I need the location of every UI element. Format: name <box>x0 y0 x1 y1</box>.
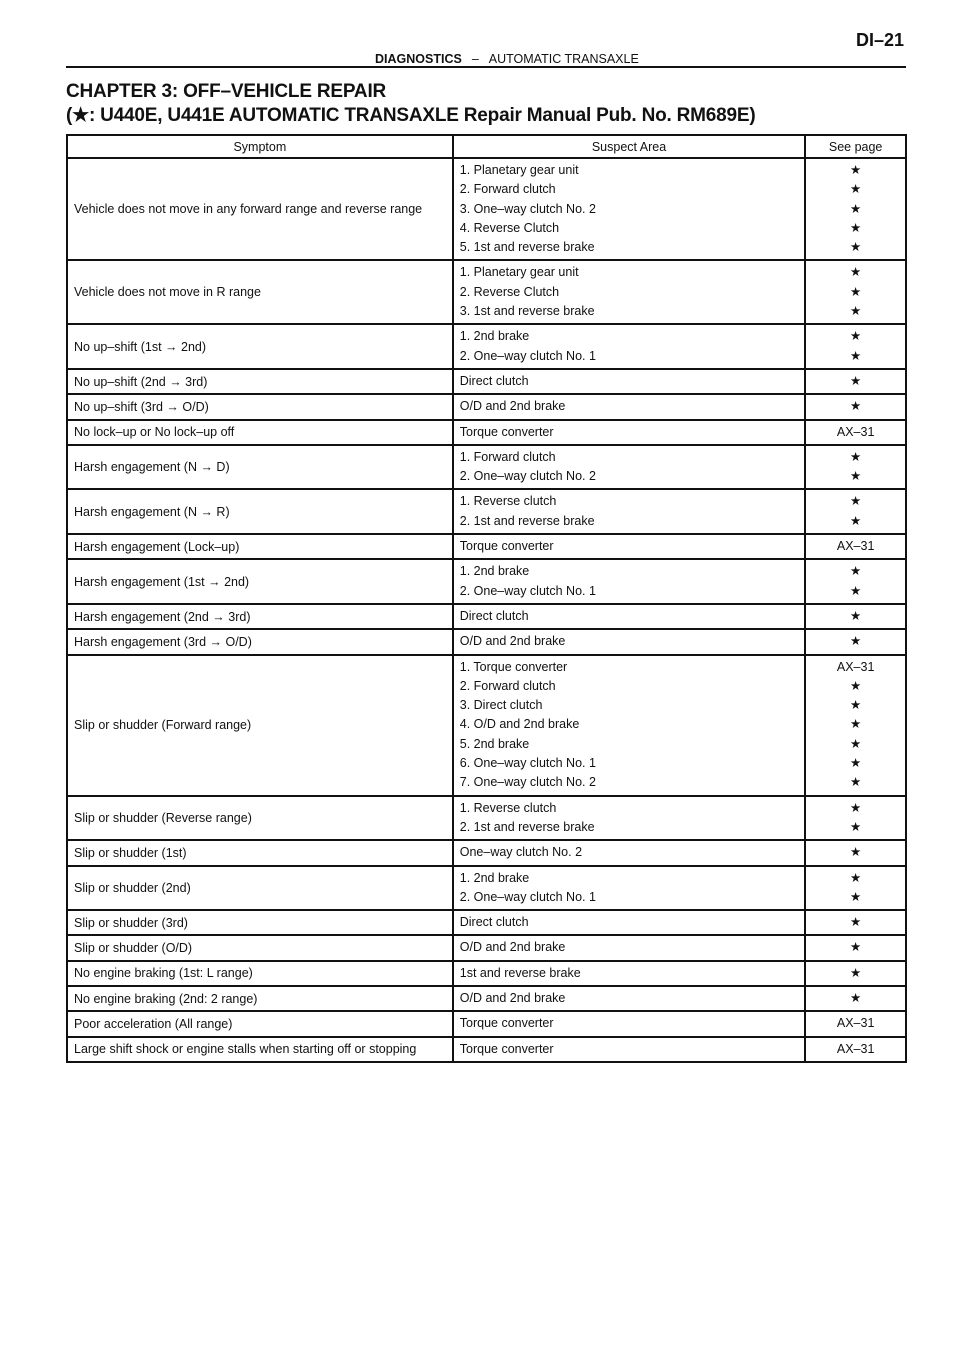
suspect-area-item: 2. Forward clutch <box>459 182 556 197</box>
symptom-cell: Vehicle does not move in any forward range and reverse range <box>67 158 453 260</box>
table-row <box>67 796 906 841</box>
suspect-area-item: 1. Planetary gear unit <box>459 265 579 280</box>
suspect-area-item: Torque converter <box>459 1041 554 1056</box>
suspect-area-item: 1. 2nd brake <box>459 329 530 344</box>
suspect-area-item: 6. One–way clutch No. 1 <box>459 756 596 771</box>
see-page-cell <box>805 866 906 911</box>
see-page-reference: ★ <box>850 990 862 1005</box>
suspect-area-cell <box>453 158 806 260</box>
see-page-reference: ★ <box>850 469 862 484</box>
see-page-reference: ★ <box>850 182 862 197</box>
section-title: DIAGNOSTICS <box>375 52 462 66</box>
see-page-reference: ★ <box>850 399 862 414</box>
suspect-area-item: Direct clutch <box>459 608 529 623</box>
see-page-reference: ★ <box>850 220 862 235</box>
see-page-reference: ★ <box>850 265 862 280</box>
suspect-area-item: 2. One–way clutch No. 1 <box>459 583 596 598</box>
table-row <box>67 559 906 604</box>
see-page-reference: ★ <box>850 870 862 885</box>
table-row <box>67 534 906 559</box>
table-row <box>67 910 906 935</box>
see-page-reference: ★ <box>850 915 862 930</box>
see-page-cell <box>805 796 906 841</box>
see-page-cell <box>805 961 906 986</box>
table-row <box>67 420 906 445</box>
table-row <box>67 935 906 960</box>
suspect-area-item: One–way clutch No. 2 <box>459 845 583 860</box>
table-row <box>67 260 906 324</box>
suspect-area-cell <box>453 534 806 559</box>
suspect-area-item: 2. 1st and reverse brake <box>459 819 595 834</box>
suspect-area-item: 7. One–way clutch No. 2 <box>459 775 596 790</box>
table-body <box>67 158 906 1062</box>
subsection-title: AUTOMATIC TRANSAXLE <box>488 52 639 66</box>
see-page-reference: ★ <box>850 583 862 598</box>
suspect-area-cell <box>453 655 806 796</box>
suspect-area-cell <box>453 986 806 1011</box>
suspect-area-item: 2. Forward clutch <box>459 678 556 693</box>
suspect-area-item: 1. Reverse clutch <box>459 800 557 815</box>
suspect-area-item: 2. One–way clutch No. 2 <box>459 469 596 484</box>
suspect-area-item: 1. Reverse clutch <box>459 494 557 509</box>
suspect-area-cell <box>453 260 806 324</box>
see-page-reference: AX–31 <box>836 1041 875 1056</box>
symptom-cell: Slip or shudder (3rd) <box>67 910 453 935</box>
column-header-suspect-area: Suspect Area <box>453 135 806 158</box>
symptom-cell: Harsh engagement (N → R) <box>67 489 453 534</box>
suspect-area-item: 3. 1st and reverse brake <box>459 304 595 319</box>
suspect-area-item: O/D and 2nd brake <box>459 990 566 1005</box>
suspect-area-item: Torque converter <box>459 1016 554 1031</box>
symptom-cell: No up–shift (2nd → 3rd) <box>67 369 453 394</box>
see-page-reference: ★ <box>850 348 862 363</box>
symptom-cell: No engine braking (2nd: 2 range) <box>67 986 453 1011</box>
table-row <box>67 394 906 419</box>
symptom-cell: Vehicle does not move in R range <box>67 260 453 324</box>
table-header-row <box>67 135 906 158</box>
see-page-cell <box>805 840 906 865</box>
see-page-reference: ★ <box>850 513 862 528</box>
suspect-area-cell <box>453 420 806 445</box>
suspect-area-item: 1. Torque converter <box>459 659 568 674</box>
suspect-area-cell <box>453 559 806 604</box>
symptom-cell: Slip or shudder (Reverse range) <box>67 796 453 841</box>
symptom-cell: No up–shift (1st → 2nd) <box>67 324 453 369</box>
see-page-reference: AX–31 <box>836 424 875 439</box>
see-page-reference: ★ <box>850 329 862 344</box>
see-page-reference: ★ <box>850 201 862 216</box>
suspect-area-cell <box>453 910 806 935</box>
see-page-reference: ★ <box>850 608 862 623</box>
see-page-reference: ★ <box>850 564 862 579</box>
table-row <box>67 655 906 796</box>
header-separator: – <box>471 52 479 66</box>
see-page-reference: ★ <box>850 736 862 751</box>
chapter-title: CHAPTER 3: OFF–VEHICLE REPAIR <box>66 81 387 102</box>
see-page-cell <box>805 534 906 559</box>
see-page-reference: ★ <box>850 940 862 955</box>
page-number: DI–21 <box>855 30 904 50</box>
see-page-cell <box>805 260 906 324</box>
table-row <box>67 369 906 394</box>
symptom-cell: Slip or shudder (O/D) <box>67 935 453 960</box>
see-page-cell <box>805 655 906 796</box>
table-row <box>67 866 906 911</box>
see-page-reference: ★ <box>850 449 862 464</box>
symptom-cell: No lock–up or No lock–up off <box>67 420 453 445</box>
running-header <box>375 52 639 66</box>
suspect-area-cell <box>453 324 806 369</box>
suspect-area-item: 2. One–way clutch No. 1 <box>459 889 596 904</box>
see-page-cell <box>805 369 906 394</box>
suspect-area-item: 1. Planetary gear unit <box>459 163 579 177</box>
symptom-cell: No up–shift (3rd → O/D) <box>67 394 453 419</box>
suspect-area-cell <box>453 369 806 394</box>
suspect-area-cell <box>453 866 806 911</box>
symptom-cell: Slip or shudder (2nd) <box>67 866 453 911</box>
see-page-reference: ★ <box>850 678 862 693</box>
column-header-see-page: See page <box>805 135 906 158</box>
see-page-reference: ★ <box>850 494 862 509</box>
suspect-area-item: 3. One–way clutch No. 2 <box>459 201 596 216</box>
see-page-cell <box>805 445 906 490</box>
suspect-area-item: 1. 2nd brake <box>459 564 530 579</box>
see-page-cell <box>805 935 906 960</box>
see-page-cell <box>805 559 906 604</box>
see-page-reference: ★ <box>850 284 862 299</box>
suspect-area-cell <box>453 445 806 490</box>
symptom-cell: Slip or shudder (Forward range) <box>67 655 453 796</box>
suspect-area-cell <box>453 840 806 865</box>
see-page-reference: ★ <box>850 819 862 834</box>
see-page-reference: ★ <box>850 845 862 860</box>
suspect-area-item: 1. 2nd brake <box>459 870 530 885</box>
suspect-area-item: 2. Reverse Clutch <box>459 284 560 299</box>
suspect-area-item: 1st and reverse brake <box>459 965 581 980</box>
see-page-cell <box>805 910 906 935</box>
table-row <box>67 324 906 369</box>
see-page-reference: ★ <box>850 373 862 388</box>
see-page-cell <box>805 158 906 260</box>
table-row <box>67 158 906 260</box>
see-page-cell <box>805 420 906 445</box>
symptom-cell: Harsh engagement (1st → 2nd) <box>67 559 453 604</box>
see-page-reference: ★ <box>850 889 862 904</box>
table-row <box>67 604 906 629</box>
suspect-area-item: Torque converter <box>459 424 554 439</box>
suspect-area-item: 3. Direct clutch <box>459 698 543 713</box>
suspect-area-cell <box>453 489 806 534</box>
table-row <box>67 1037 906 1062</box>
see-page-cell <box>805 1011 906 1036</box>
chapter-subtitle: (★: U440E, U441E AUTOMATIC TRANSAXLE Repair Manual Pub. No. RM689E) <box>66 105 756 126</box>
suspect-area-item: 1. Forward clutch <box>459 449 556 464</box>
table-row <box>67 986 906 1011</box>
table-row <box>67 840 906 865</box>
table-row <box>67 445 906 490</box>
see-page-cell <box>805 1037 906 1062</box>
suspect-area-cell <box>453 1011 806 1036</box>
symptom-cell: Harsh engagement (Lock–up) <box>67 534 453 559</box>
see-page-reference: ★ <box>850 775 862 790</box>
suspect-area-cell <box>453 796 806 841</box>
suspect-area-item: 5. 2nd brake <box>459 736 530 751</box>
see-page-cell <box>805 986 906 1011</box>
symptom-cell: No engine braking (1st: L range) <box>67 961 453 986</box>
suspect-area-item: 2. One–way clutch No. 1 <box>459 348 596 363</box>
suspect-area-item: Direct clutch <box>459 915 529 930</box>
see-page-reference: ★ <box>850 756 862 771</box>
see-page-cell <box>805 489 906 534</box>
see-page-reference: ★ <box>850 163 862 177</box>
suspect-area-cell <box>453 629 806 654</box>
see-page-cell <box>805 324 906 369</box>
see-page-reference: ★ <box>850 634 862 649</box>
suspect-area-cell <box>453 604 806 629</box>
header-rule <box>66 66 906 68</box>
suspect-area-item: 4. O/D and 2nd brake <box>459 717 580 732</box>
suspect-area-item: O/D and 2nd brake <box>459 634 566 649</box>
suspect-area-cell <box>453 394 806 419</box>
column-header-symptom: Symptom <box>67 135 453 158</box>
suspect-area-item: 5. 1st and reverse brake <box>459 240 595 255</box>
table-row <box>67 629 906 654</box>
suspect-area-item: 4. Reverse Clutch <box>459 220 560 235</box>
see-page-cell <box>805 604 906 629</box>
suspect-area-item: Direct clutch <box>459 373 529 388</box>
see-page-reference: ★ <box>850 717 862 732</box>
suspect-area-item: O/D and 2nd brake <box>459 940 566 955</box>
see-page-reference: AX–31 <box>836 539 875 554</box>
see-page-reference: ★ <box>850 965 862 980</box>
see-page-reference: ★ <box>850 240 862 255</box>
symptom-cell: Poor acceleration (All range) <box>67 1011 453 1036</box>
symptom-cell: Harsh engagement (N → D) <box>67 445 453 490</box>
table-row <box>67 961 906 986</box>
suspect-area-item: 2. 1st and reverse brake <box>459 513 595 528</box>
symptom-cell: Harsh engagement (3rd → O/D) <box>67 629 453 654</box>
suspect-area-cell <box>453 935 806 960</box>
see-page-reference: ★ <box>850 698 862 713</box>
see-page-reference: AX–31 <box>836 659 875 674</box>
diagnosis-table <box>66 134 907 1063</box>
see-page-cell <box>805 394 906 419</box>
see-page-reference: ★ <box>850 304 862 319</box>
suspect-area-item: O/D and 2nd brake <box>459 399 566 414</box>
see-page-reference: ★ <box>850 800 862 815</box>
symptom-cell: Large shift shock or engine stalls when starting off or stopping <box>67 1037 453 1062</box>
table-row <box>67 1011 906 1036</box>
see-page-cell <box>805 629 906 654</box>
symptom-cell: Slip or shudder (1st) <box>67 840 453 865</box>
suspect-area-cell <box>453 1037 806 1062</box>
see-page-reference: AX–31 <box>836 1016 875 1031</box>
symptom-cell: Harsh engagement (2nd → 3rd) <box>67 604 453 629</box>
table-row <box>67 489 906 534</box>
suspect-area-cell <box>453 961 806 986</box>
suspect-area-item: Torque converter <box>459 539 554 554</box>
